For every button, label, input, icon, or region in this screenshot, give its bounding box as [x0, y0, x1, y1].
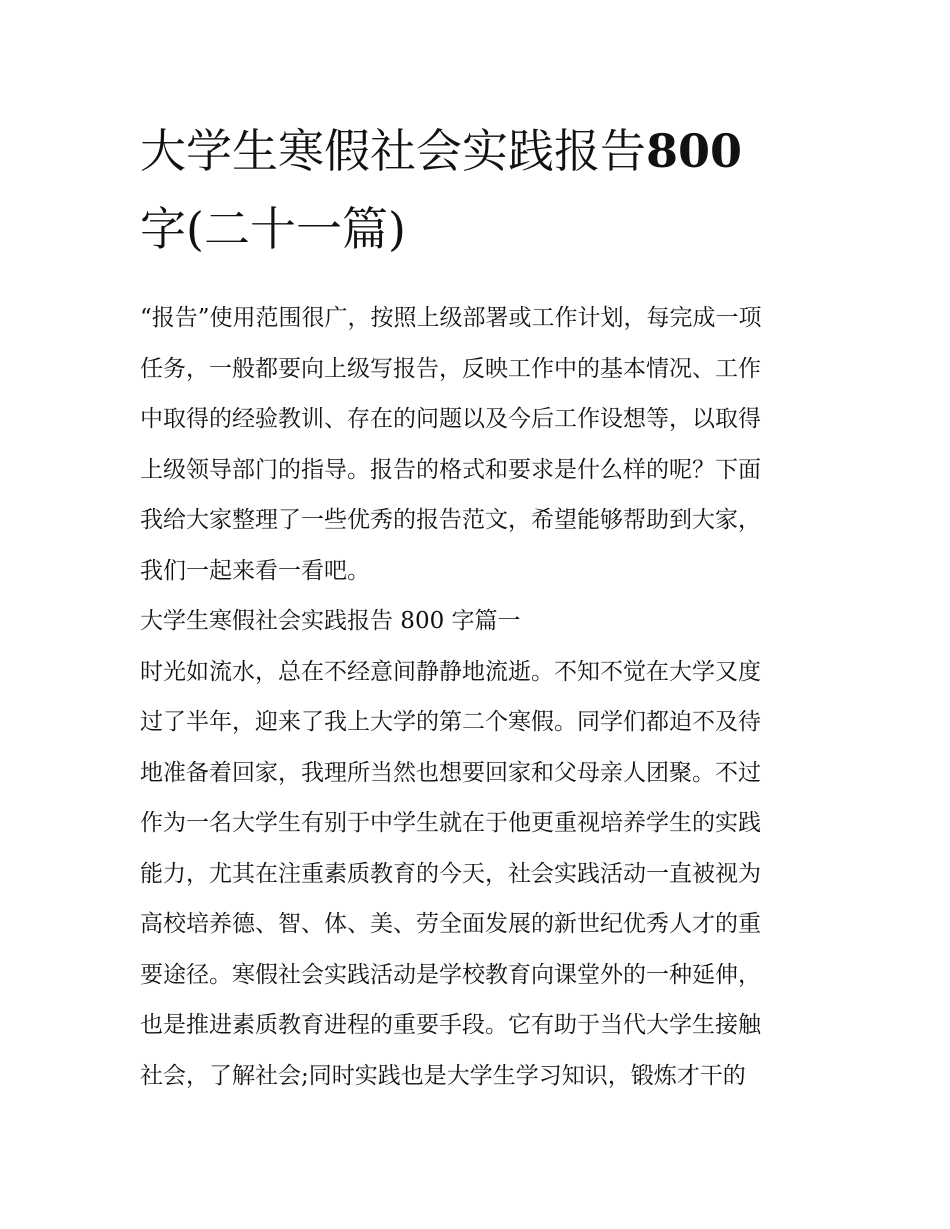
title-line-1: 大学生寒假社会实践报告: [140, 124, 646, 178]
text-line: 任务，一般都要向上级写报告，反映工作中的基本情况、工作: [140, 355, 761, 382]
text-line: 中取得的经验教训、存在的问题以及今后工作设想等，以取得: [140, 406, 761, 432]
text-line: 也是推进素质教育进程的重要手段。它有助于当代大学生接触: [140, 1012, 761, 1038]
document-content: [140, 112, 812, 1101]
document-title: [140, 112, 812, 268]
document-body: [140, 293, 812, 1101]
text-line: 地准备着回家，我理所当然也想要回家和父母亲人团聚。不过: [140, 759, 761, 786]
section-heading: 大学生寒假社会实践报告 800 字篇一: [140, 608, 521, 634]
text-line: 高校培养德、智、体、美、劳全面发展的新世纪优秀人才的重: [140, 911, 761, 937]
text-line: 过了半年，迎来了我上大学的第二个寒假。同学们都迫不及待: [140, 709, 761, 735]
text-line: 作为一名大学生有别于中学生就在于他更重视培养学生的实践: [140, 810, 761, 836]
text-line: 社会，了解社会;同时实践也是大学生学习知识，锻炼才干的: [140, 1062, 746, 1089]
text-line: 我们一起来看一看吧。: [140, 557, 370, 584]
text-line: 能力，尤其在注重素质教育的今天，社会实践活动一直被视为: [140, 860, 761, 887]
title-line-2: 字(二十一篇): [140, 202, 406, 256]
text-line: “报告”使用范围很广，按照上级部署或工作计划，每完成一项: [140, 305, 762, 331]
text-line: 要途径。寒假社会实践活动是学校教育向课堂外的一种延伸，: [140, 961, 761, 988]
text-line: 上级领导部门的指导。报告的格式和要求是什么样的呢？下面: [140, 456, 761, 483]
title-number: 800: [646, 124, 743, 178]
text-line: 时光如流水，总在不经意间静静地流逝。不知不觉在大学又度: [140, 658, 761, 685]
text-line: 我给大家整理了一些优秀的报告范文，希望能够帮助到大家，: [140, 507, 761, 533]
